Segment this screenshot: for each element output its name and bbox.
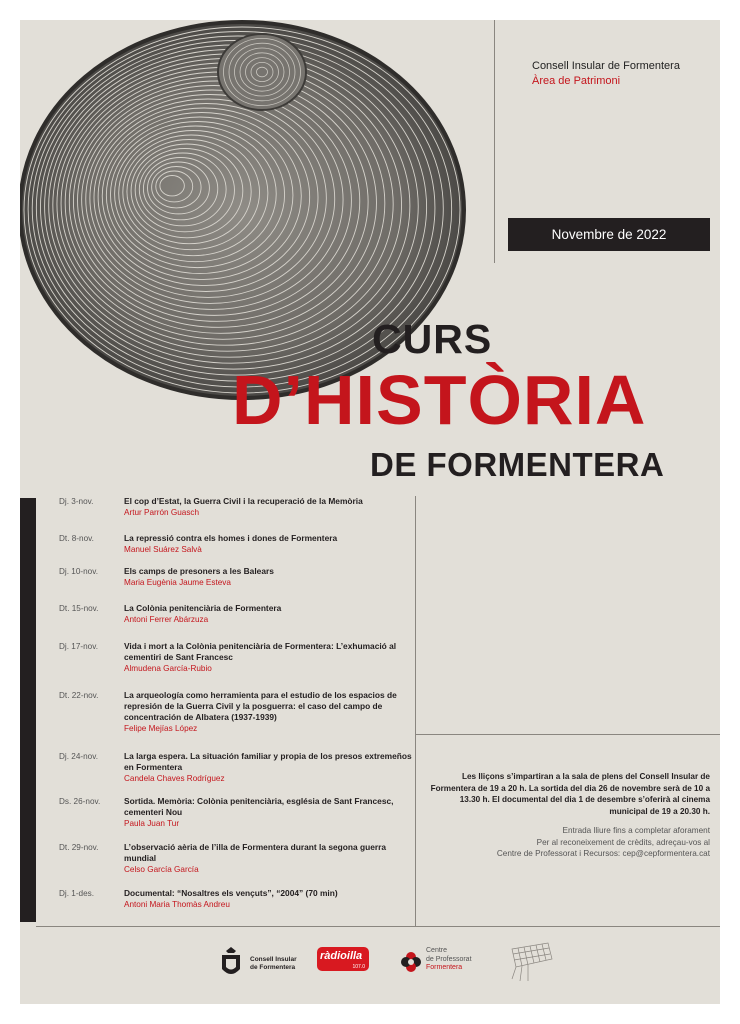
title-line-2: D’HISTÒRIA: [232, 361, 647, 439]
session-speaker: Felipe Mejías López: [124, 724, 198, 733]
session-date: Dj. 24-nov.: [59, 752, 98, 761]
left-accent-bar: [20, 498, 36, 922]
session-speaker: Manuel Suárez Salvà: [124, 545, 202, 554]
date-badge: Novembre de 2022: [508, 218, 710, 251]
flower-icon: [400, 951, 422, 973]
poster: [20, 20, 720, 1004]
consell-logo-line-1: Consell Insular: [250, 956, 297, 963]
session-date: Dj. 17-nov.: [59, 642, 98, 651]
session-date: Dj. 1-des.: [59, 889, 95, 898]
department-name: Àrea de Patrimoni: [532, 75, 621, 87]
radio-logo-sub: 107.0: [352, 964, 365, 970]
session-speaker: Antoni Ferrer Abárzuza: [124, 615, 209, 624]
session-date: Dt. 8-nov.: [59, 534, 94, 543]
aerial-grid-logo: [508, 939, 556, 983]
session-title: La Colònia penitenciària de Formentera: [124, 603, 282, 613]
session-date: Dj. 10-nov.: [59, 567, 98, 576]
radio-logo: [317, 947, 369, 971]
organization-name: Consell Insular de Formentera: [532, 60, 680, 72]
session-speaker: Candela Chaves Rodríguez: [124, 774, 225, 783]
session-title: La larga espera. La situación familiar y propia de los presos extremeños en Formentera: [124, 751, 412, 772]
organizer-block: [532, 60, 720, 87]
session-speaker: Antoni Maria Thomàs Andreu: [124, 900, 230, 909]
title-line-3: DE FORMENTERA: [370, 446, 665, 483]
session-speaker: Celso García García: [124, 865, 199, 874]
session-date: Dt. 22-nov.: [59, 691, 99, 700]
session-title: Els camps de presoners a les Balears: [124, 566, 274, 576]
contact-text: Centre de Professorat i Recursos: cep@cepformentera.cat: [496, 849, 710, 858]
session-speaker: Artur Parrón Guasch: [124, 508, 200, 517]
radio-logo-name: ràdioilla: [320, 950, 363, 962]
consell-logo: [218, 943, 328, 983]
session-title: Sortida. Memòria: Colònia penitenciària, església de Sant Francesc, cementeri Nou: [124, 796, 394, 817]
coat-of-arms-icon: [218, 945, 244, 981]
consell-logo-line-2: de Formentera: [250, 964, 296, 971]
credits-text: Per al reconeixement de crèdits, adreçau-vos al: [536, 837, 710, 847]
session-speaker: Paula Juan Tur: [124, 819, 180, 828]
title-line-1: CURS: [372, 316, 493, 362]
session-title: L’observació aèria de l’illa de Formentera durant la segona guerra mundial: [124, 842, 387, 863]
session-title: La arqueología como herramienta para el estudio de los espacios de represión de la Guerra Civil y la posguerra: el caso del campo de concentración de Albatera (1937-1939): [124, 690, 397, 722]
entry-text: Entrada lliure fins a completar aforament: [562, 826, 710, 835]
cep-logo: [400, 945, 510, 981]
session-title: Vida i mort a la Colònia penitenciària de Formentera: L’exhumació al cementiri de Sant Francesc: [124, 641, 397, 662]
schedule-text: Les lliçons s’impartiran a la sala de plens del Consell Insular de Formentera de 19 a 20 h. La sortida del dia 26 de novembre serà de 10 a 13.30 h. El documental del dia 1 de desembre s’oferirà al cinema municipal de 19 a 20.30 h.: [430, 772, 710, 816]
cep-logo-line-1: Centre: [426, 947, 448, 954]
course-info: [430, 771, 710, 860]
cep-logo-line-2: de Professorat: [426, 955, 472, 963]
session-date: Dt. 15-nov.: [59, 604, 99, 613]
sponsor-logos: [20, 935, 720, 990]
session-title: Documental: “Nosaltres els vençuts”, “2004” (70 min): [124, 888, 338, 898]
session-speaker: Maria Eugènia Jaume Esteva: [124, 578, 231, 587]
session-date: Dj. 3-nov.: [59, 497, 94, 506]
session-speaker: Almudena García-Rubio: [124, 664, 212, 673]
session-date: Dt. 29-nov.: [59, 843, 99, 852]
session-date: Ds. 26-nov.: [59, 797, 101, 806]
session-title: La repressió contra els homes i dones de Formentera: [124, 533, 338, 543]
cep-logo-line-3: Formentera: [426, 964, 463, 971]
session-title: El cop d’Estat, la Guerra Civil i la recuperació de la Memòria: [124, 496, 363, 506]
